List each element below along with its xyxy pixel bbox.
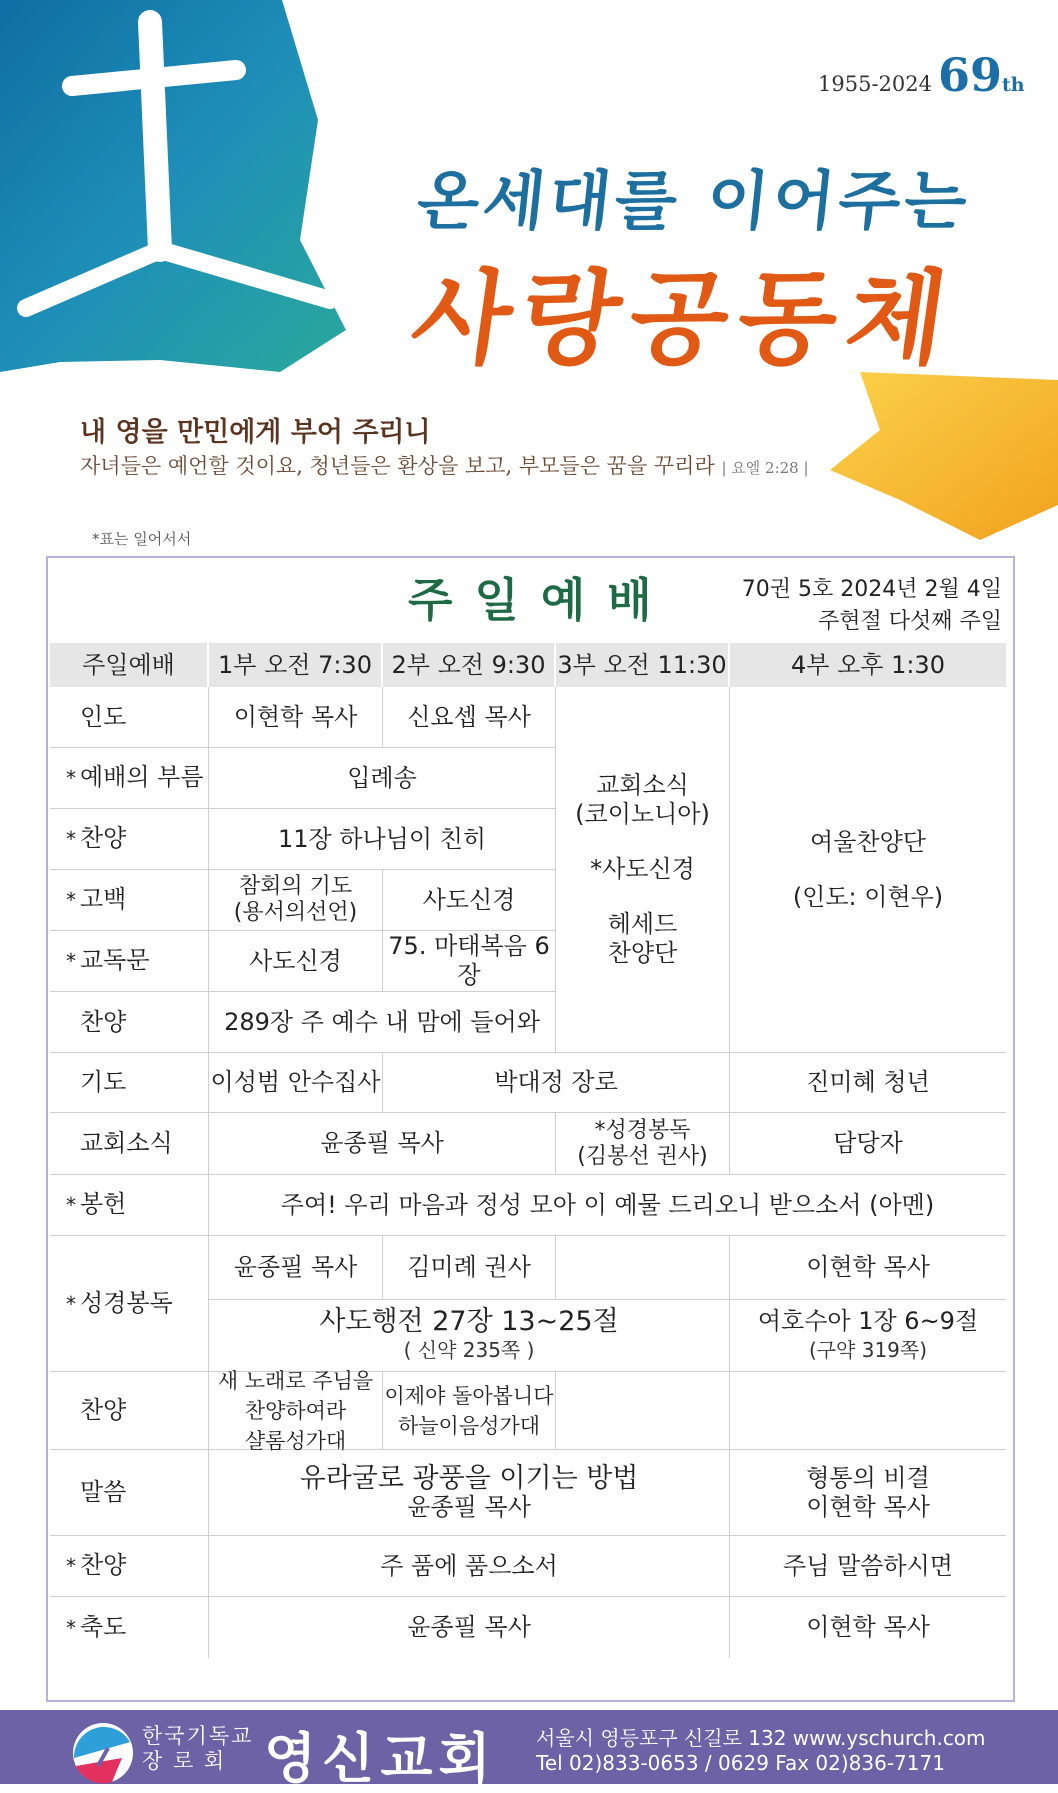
hymn-4: 주님 말씀하시면 xyxy=(730,1536,1006,1597)
sermon-4: 형통의 비결 이현학 목사 xyxy=(730,1450,1006,1536)
church-contact xyxy=(536,1726,986,1776)
scripture-reader-4: 이현학 목사 xyxy=(730,1236,1006,1300)
verse-reference: | 요엘 2:28 | xyxy=(721,459,809,477)
anniversary-number: 69 xyxy=(937,48,1002,102)
header-service-1: 1부 오전 7:30 xyxy=(209,643,383,687)
denomination: 한국기독교 장 로 회 xyxy=(142,1724,254,1773)
scripture-reader-1: 윤종필 목사 xyxy=(209,1236,383,1300)
news-service-4: 담당자 xyxy=(730,1113,1006,1175)
choir-service-2: 이제야 돌아봅니다 하늘이음성가대 xyxy=(383,1372,556,1450)
header-service-3: 3부 오전 11:30 xyxy=(556,643,730,687)
prayer-service-1: 이성범 안수집사 xyxy=(209,1053,383,1113)
responsive-service-1: 사도신경 xyxy=(209,931,383,992)
praise-1-2: 11장 하나님이 친히 xyxy=(209,809,556,870)
label-choir: 찬양 xyxy=(50,1372,209,1450)
church-phone: Tel 02)833-0653 / 0629 Fax 02)836-7171 xyxy=(536,1751,945,1775)
responsive-service-2: 75. 마태복음 6장 xyxy=(383,931,556,992)
label-prayer: 기도 xyxy=(50,1053,209,1113)
sermon-1-3: 유라굴로 광풍을 이기는 방법 윤종필 목사 xyxy=(209,1450,730,1536)
globe-logo-icon xyxy=(72,1722,134,1784)
worship-title: 주일예배 xyxy=(408,573,674,627)
choir-service-4 xyxy=(730,1372,1006,1450)
worship-table xyxy=(50,643,1006,1698)
liturgical-season: 주현절 다섯째 주일 xyxy=(817,609,1002,634)
slogan-line2: 사랑공동체 xyxy=(404,260,964,379)
blue-brush-shape xyxy=(0,0,346,372)
praise2-1-2: 289장 주 예수 내 맘에 들어와 xyxy=(209,992,556,1053)
hymn-1-3: 주 품에 품으소서 xyxy=(209,1536,730,1597)
scripture-text-1-3: 사도행전 27장 13~25절 ( 신약 235쪽 ) xyxy=(209,1300,730,1372)
verse-text: 자녀들은 예언할 것이요, 청년들은 환상을 보고, 부모들은 꿈을 꾸리라 xyxy=(80,454,715,478)
news-service-3: *성경봉독 (김봉선 권사) xyxy=(556,1113,730,1175)
benediction-1-3: 윤종필 목사 xyxy=(209,1597,730,1658)
label-hymn: * 찬양 xyxy=(50,1536,209,1597)
scripture-reader-2: 김미례 권사 xyxy=(383,1236,556,1300)
offering-all: 주여! 우리 마음과 정성 모아 이 예물 드리오니 받으소서 (아멘) xyxy=(209,1175,1006,1236)
verse-title: 내 영을 만민에게 부어 주리니 xyxy=(80,417,431,448)
service-3-opening-block: 교회소식 (코이노니아) *사도신경 헤세드 찬양단 xyxy=(556,687,730,1053)
anniversary-suffix: th xyxy=(1002,74,1025,96)
prayer-service-2-3: 박대정 장로 xyxy=(383,1053,730,1113)
invocation-service-1: 이현학 목사 xyxy=(209,687,383,748)
call-to-worship-1-2: 입례송 xyxy=(209,748,556,809)
benediction-4: 이현학 목사 xyxy=(806,1613,930,1641)
standing-note: *표는 일어서서 xyxy=(92,530,192,548)
confession-service-1: 참회의 기도 (용서의선언) xyxy=(209,870,383,931)
issue-number: 70권 5호 2024년 2월 4일 xyxy=(741,577,1002,602)
label-church-news: 교회소식 xyxy=(50,1113,209,1175)
choir-service-3 xyxy=(556,1372,730,1450)
label-invocation: 인도 xyxy=(50,687,209,748)
slogan-line1: 온세대를 이어주는 xyxy=(413,165,975,239)
scripture-text-4: 여호수아 1장 6~9절 (구약 319쪽) xyxy=(730,1300,1006,1372)
label-call-to-worship: * 예배의 부름 xyxy=(50,748,209,809)
label-sermon: 말씀 xyxy=(50,1450,209,1536)
header-service-4: 4부 오후 1:30 xyxy=(730,643,1006,687)
label-responsive-reading: * 교독문 xyxy=(50,931,209,992)
news-service-1-2: 윤종필 목사 xyxy=(209,1113,556,1175)
years-text: 1955-2024 xyxy=(818,72,932,96)
choir-service-1: 새 노래로 주님을 찬양하여라 샬롬성가대 xyxy=(209,1372,383,1450)
label-praise-2: 찬양 xyxy=(50,992,209,1053)
prayer-service-4: 진미혜 청년 xyxy=(730,1053,1006,1113)
label-offering: * 봉헌 xyxy=(50,1175,209,1236)
yellow-brush-shape xyxy=(830,372,1058,540)
scripture-reader-3 xyxy=(556,1236,730,1300)
invocation-service-2: 신요셉 목사 xyxy=(383,687,556,748)
label-praise: * 찬양 xyxy=(50,809,209,870)
label-benediction: * 축도 xyxy=(50,1597,209,1658)
header-service-2: 2부 오전 9:30 xyxy=(383,643,556,687)
label-confession: * 고백 xyxy=(50,870,209,931)
church-address: 서울시 영등포구 신길로 132 www.yschurch.com xyxy=(536,1726,986,1750)
label-scripture: * 성경봉독 xyxy=(50,1236,209,1372)
header-worship: 주일예배 xyxy=(50,643,209,687)
service-4-opening-block: 여울찬양단 (인도: 이현우) xyxy=(730,687,1006,1053)
confession-service-2: 사도신경 xyxy=(383,870,556,931)
verse-body xyxy=(80,450,809,480)
issue-info xyxy=(650,574,1002,638)
anniversary-mark xyxy=(818,48,1025,102)
church-name: 영신교회 xyxy=(264,1727,497,1790)
